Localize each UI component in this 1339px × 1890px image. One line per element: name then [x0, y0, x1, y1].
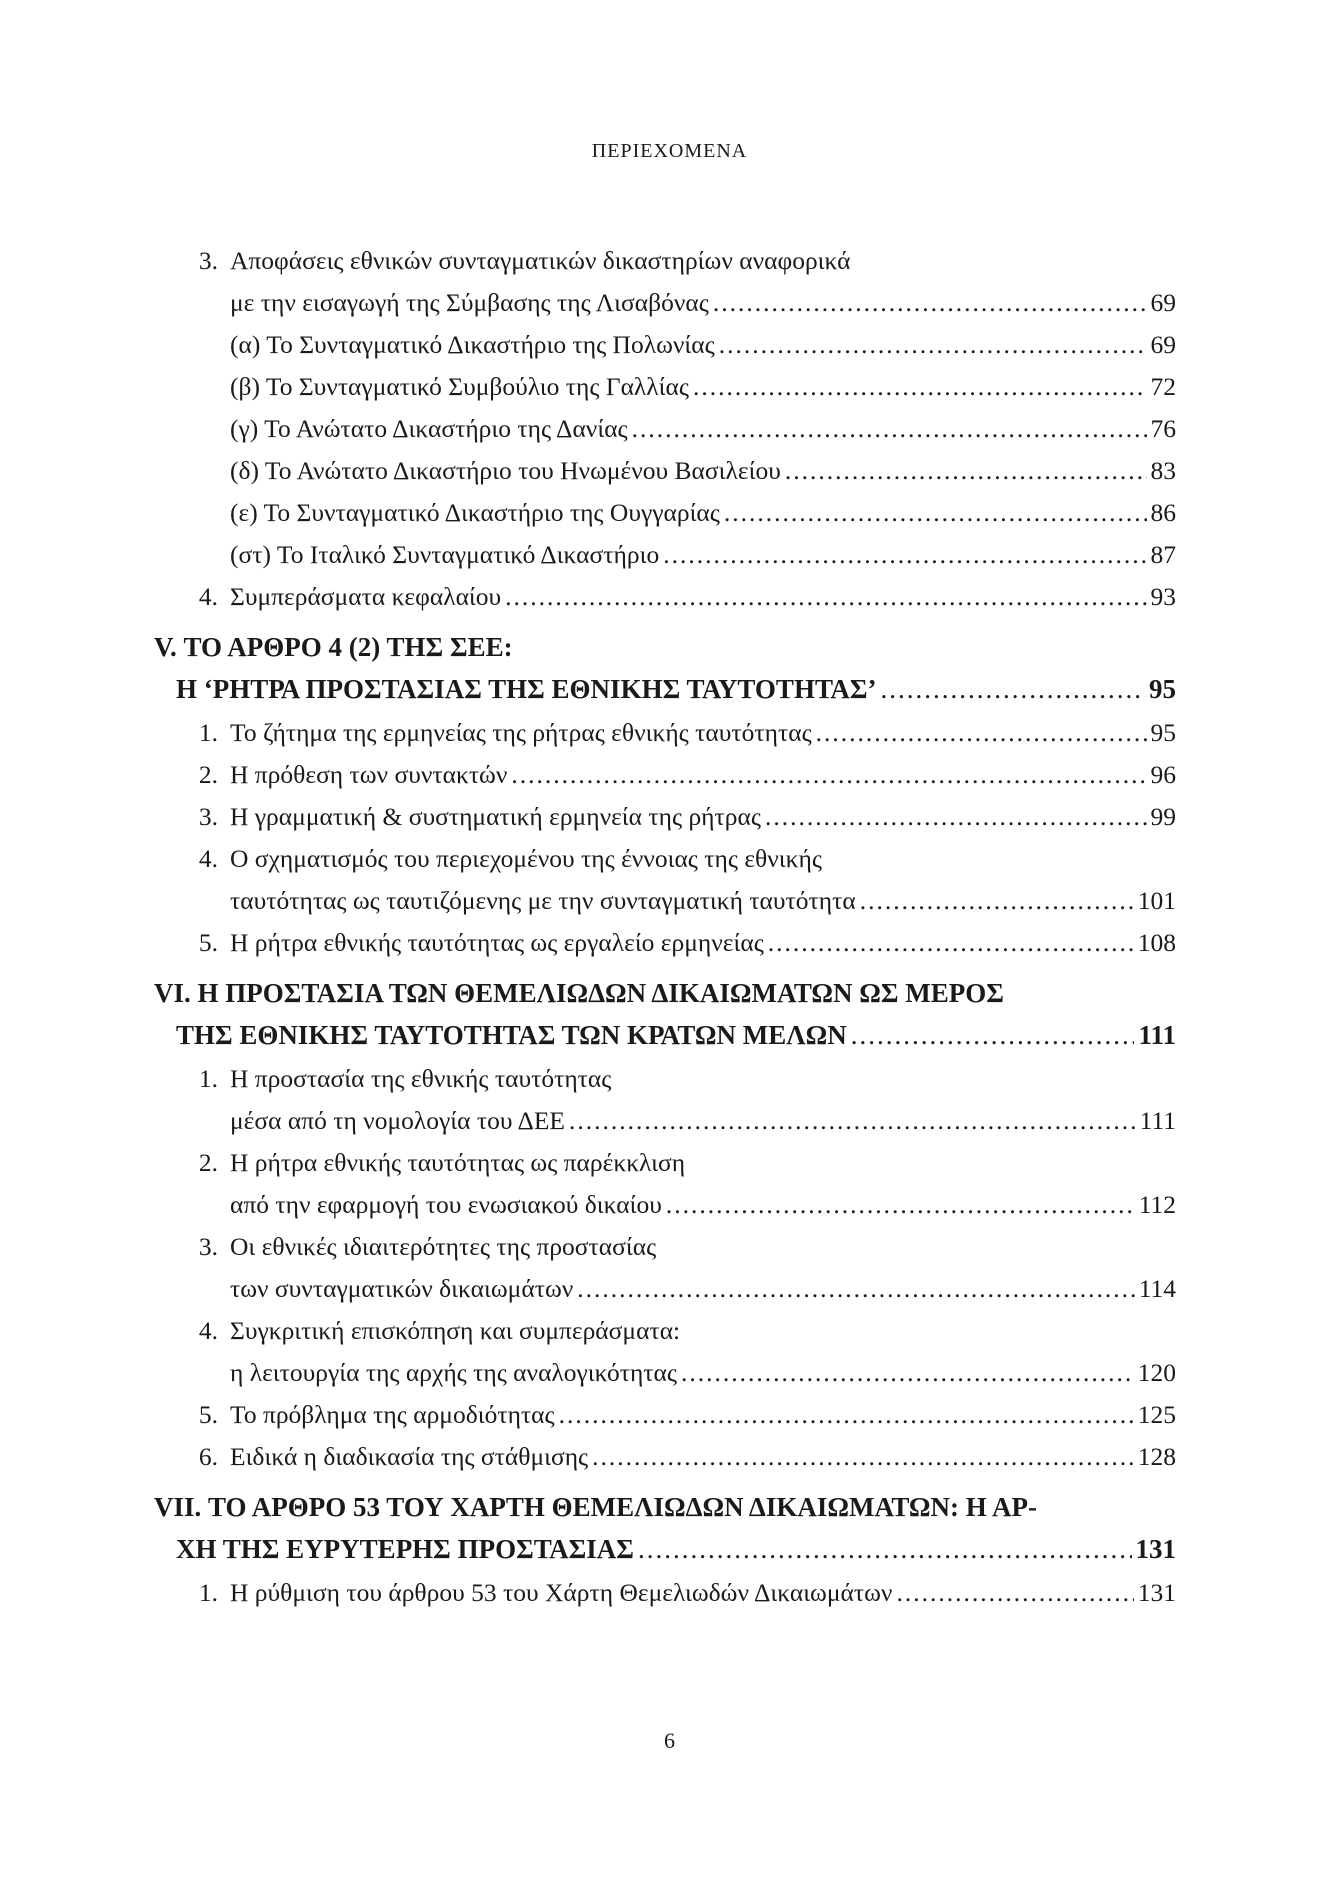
toc-entry-title: Η πρόθεση των συντακτών	[230, 760, 508, 789]
toc-entry-number: 5.	[198, 1400, 218, 1429]
toc-entry-title: Συμπεράσματα κεφαλαίου	[230, 582, 502, 611]
toc-entry-number: 4.	[198, 1316, 218, 1345]
toc-subentry[interactable]	[176, 534, 1176, 576]
chapter-title: VII. ΤΟ ΑΡΘΡΟ 53 ΤΟΥ ΧΑΡΤΗ ΘΕΜΕΛΙΩΔΩΝ ΔΙΚΑΙΩΜΑΤΩΝ: Η ΑΡ-	[154, 1492, 1037, 1522]
toc-entry[interactable]	[176, 922, 1176, 964]
toc-entry[interactable]	[176, 754, 1176, 796]
toc-subentry[interactable]	[176, 492, 1176, 534]
dot-leader	[860, 880, 1134, 922]
toc-entry-title: Το ζήτημα της ερμηνείας της ρήτρας εθνικής ταυτότητας	[230, 718, 812, 747]
toc-entry-title: από την εφαρμογή του ενωσιακού δικαίου	[230, 1190, 662, 1219]
dot-leader	[505, 576, 1146, 618]
toc-subentry[interactable]	[176, 324, 1176, 366]
toc-page-number: 111	[1138, 1020, 1176, 1050]
dot-leader	[632, 408, 1147, 450]
toc-subentry[interactable]	[176, 366, 1176, 408]
toc-entry-3-line2[interactable]	[176, 282, 1176, 324]
toc-page-number: 93	[1150, 582, 1176, 611]
toc-page-number: 131	[1135, 1534, 1176, 1564]
toc-page-number: 69	[1150, 288, 1176, 317]
toc-page-number: 128	[1137, 1442, 1176, 1471]
dot-leader	[569, 1100, 1136, 1142]
toc-entry-number: 6.	[198, 1442, 218, 1471]
toc-page-number: 69	[1150, 330, 1176, 359]
toc-subentry[interactable]	[176, 408, 1176, 450]
dot-leader	[880, 668, 1145, 710]
toc-entry-number: 3.	[198, 802, 218, 831]
dot-leader	[559, 1394, 1134, 1436]
chapter-heading-line2[interactable]	[176, 1014, 1176, 1056]
toc-entry[interactable]	[176, 838, 1176, 880]
toc-entry-title: Η ρήτρα εθνικής ταυτότητας ως εργαλείο ερμηνείας	[230, 928, 764, 957]
toc-entry-continued[interactable]	[176, 1352, 1176, 1394]
toc-entry-title: Η προστασία της εθνικής ταυτότητας	[230, 1064, 612, 1093]
toc-page-number: 95	[1150, 718, 1176, 747]
toc-page-number: 83	[1150, 456, 1176, 485]
toc-entry-number: 2.	[198, 760, 218, 789]
toc-entry-number: 4.	[198, 582, 218, 611]
dot-leader	[511, 754, 1146, 796]
toc-page-number: 120	[1137, 1358, 1176, 1387]
chapter-title: ΧΗ ΤΗΣ ΕΥΡΥΤΕΡΗΣ ΠΡΟΣΤΑΣΙΑΣ	[176, 1534, 634, 1564]
toc-page-number: 99	[1150, 802, 1176, 831]
dot-leader	[816, 712, 1147, 754]
chapter-title: ΤΗΣ ΕΘΝΙΚΗΣ ΤΑΥΤΟΤΗΤΑΣ ΤΩΝ ΚΡΑΤΩΝ ΜΕΛΩΝ	[176, 1020, 847, 1050]
dot-leader	[896, 1572, 1133, 1614]
toc-entry-title: των συνταγματικών δικαιωμάτων	[230, 1274, 574, 1303]
toc-entry-title: Η ρήτρα εθνικής ταυτότητας ως παρέκκλιση	[230, 1148, 686, 1177]
toc-entry-title: (στ) Το Ιταλικό Συνταγματικό Δικαστήριο	[230, 540, 660, 569]
toc-entry-title: (β) Το Συνταγματικό Συμβούλιο της Γαλλίας	[230, 372, 689, 401]
chapter-heading-line1[interactable]	[154, 626, 1176, 668]
dot-leader	[666, 1184, 1135, 1226]
toc-entry-title: Το πρόβλημα της αρμοδιότητας	[230, 1400, 555, 1429]
toc-entry-number: 3.	[198, 246, 218, 275]
toc-entry[interactable]	[176, 1572, 1176, 1614]
toc-entry-title: Αποφάσεις εθνικών συνταγματικών δικαστηρίων αναφορικά	[230, 246, 851, 275]
toc-entry-4[interactable]	[176, 576, 1176, 618]
toc-entry-title: Η ρύθμιση του άρθρου 53 του Χάρτη Θεμελιωδών Δικαιωμάτων	[230, 1578, 893, 1607]
toc-subentry[interactable]	[176, 450, 1176, 492]
toc-page-number: 111	[1139, 1106, 1176, 1135]
toc-entry-title: η λειτουργία της αρχής της αναλογικότητας	[230, 1358, 677, 1387]
toc-page-number: 112	[1138, 1190, 1176, 1219]
chapter-v	[154, 626, 1176, 710]
toc-entry-title: (γ) Το Ανώτατο Δικαστήριο της Δανίας	[230, 414, 628, 443]
toc-page-number: 72	[1150, 372, 1176, 401]
chapter-heading-line2[interactable]	[176, 1528, 1176, 1570]
chapter-title: Η ‘ΡΗΤΡΑ ΠΡΟΣΤΑΣΙΑΣ ΤΗΣ ΕΘΝΙΚΗΣ ΤΑΥΤΟΤΗΤΑΣ’	[176, 674, 877, 704]
dot-leader	[663, 534, 1146, 576]
toc-entry-title: (δ) Το Ανώτατο Δικαστήριο του Ηνωμένου Βασιλείου	[230, 456, 781, 485]
toc-entry[interactable]	[176, 796, 1176, 838]
toc-entry-title: Η γραμματική & συστηματική ερμηνεία της ρήτρας	[230, 802, 761, 831]
toc-entry[interactable]	[176, 1226, 1176, 1268]
toc-entry[interactable]	[176, 712, 1176, 754]
toc-entry-title: Ειδικά η διαδικασία της στάθμισης	[230, 1442, 589, 1471]
toc-page-number: 108	[1137, 928, 1176, 957]
toc-entry-continued[interactable]	[176, 1268, 1176, 1310]
toc-entry-number: 1.	[198, 718, 218, 747]
toc-entry-title: με την εισαγωγή της Σύμβασης της Λισαβόνας	[230, 288, 709, 317]
dot-leader	[638, 1528, 1132, 1570]
toc-entry[interactable]	[176, 1058, 1176, 1100]
toc-page-number: 131	[1137, 1578, 1176, 1607]
dot-leader	[693, 366, 1147, 408]
toc-entry-number: 2.	[198, 1148, 218, 1177]
toc-page-number: 76	[1150, 414, 1176, 443]
toc-entry-3-line1[interactable]	[176, 240, 1176, 282]
toc-entry-number: 1.	[198, 1064, 218, 1093]
toc-entry[interactable]	[176, 1394, 1176, 1436]
chapter-title: VI. Η ΠΡΟΣΤΑΣΙΑ ΤΩΝ ΘΕΜΕΛΙΩΔΩΝ ΔΙΚΑΙΩΜΑΤΩΝ ΩΣ ΜΕΡΟΣ	[154, 978, 1004, 1008]
toc-entry-continued[interactable]	[176, 880, 1176, 922]
toc-entry[interactable]	[176, 1436, 1176, 1478]
toc-entry-title: (ε) Το Συνταγματικό Δικαστήριο της Ουγγαρίας	[230, 498, 720, 527]
chapter-vi	[154, 972, 1176, 1056]
toc-entry-title: Ο σχηματισμός του περιεχομένου της έννοιας της εθνικής	[230, 844, 822, 873]
toc-entry-title: ταυτότητας ως ταυτιζόμενης με την συνταγματική ταυτότητα	[230, 886, 856, 915]
dot-leader	[768, 922, 1134, 964]
toc-entry-title: (α) Το Συνταγματικό Δικαστήριο της Πολωνίας	[230, 330, 715, 359]
dot-leader	[765, 796, 1147, 838]
toc-entry-number: 4.	[198, 844, 218, 873]
chapter-vii	[154, 1486, 1176, 1570]
dot-leader	[592, 1436, 1134, 1478]
toc-entry-number: 1.	[198, 1578, 218, 1607]
page-header: ΠΕΡΙΕΧΟΜΕΝΑ	[591, 140, 748, 162]
toc-page-number: 96	[1150, 760, 1176, 789]
table-of-contents	[154, 240, 1176, 1614]
chapter-heading-line2[interactable]	[176, 668, 1176, 710]
toc-entry-title: Συγκριτική επισκόπηση και συμπεράσματα:	[230, 1316, 681, 1345]
dot-leader	[724, 492, 1147, 534]
toc-entry-number: 5.	[198, 928, 218, 957]
toc-entry[interactable]	[176, 1142, 1176, 1184]
toc-page-number: 86	[1150, 498, 1176, 527]
chapter-title: V. ΤΟ ΑΡΘΡΟ 4 (2) ΤΗΣ ΣΕΕ:	[154, 632, 513, 662]
chapter-heading-line1[interactable]	[154, 972, 1176, 1014]
dot-leader	[785, 450, 1147, 492]
toc-page-number: 101	[1137, 886, 1176, 915]
dot-leader	[681, 1352, 1134, 1394]
toc-entry-continued[interactable]	[176, 1100, 1176, 1142]
dot-leader	[719, 324, 1147, 366]
toc-page-number: 125	[1137, 1400, 1176, 1429]
dot-leader	[851, 1014, 1135, 1056]
toc-entry-title: μέσα από τη νομολογία του ΔΕΕ	[230, 1106, 565, 1135]
toc-page-number: 87	[1150, 540, 1176, 569]
toc-entry-title: Οι εθνικές ιδιαιτερότητες της προστασίας	[230, 1232, 657, 1261]
dot-leader	[577, 1268, 1134, 1310]
toc-page-number: 114	[1138, 1274, 1176, 1303]
dot-leader	[713, 282, 1147, 324]
toc-entry[interactable]	[176, 1310, 1176, 1352]
toc-page-number: 95	[1149, 674, 1176, 704]
toc-entry-continued[interactable]	[176, 1184, 1176, 1226]
chapter-heading-line1[interactable]	[154, 1486, 1176, 1528]
toc-entry-number: 3.	[198, 1232, 218, 1261]
page-number: 6	[664, 1728, 675, 1753]
